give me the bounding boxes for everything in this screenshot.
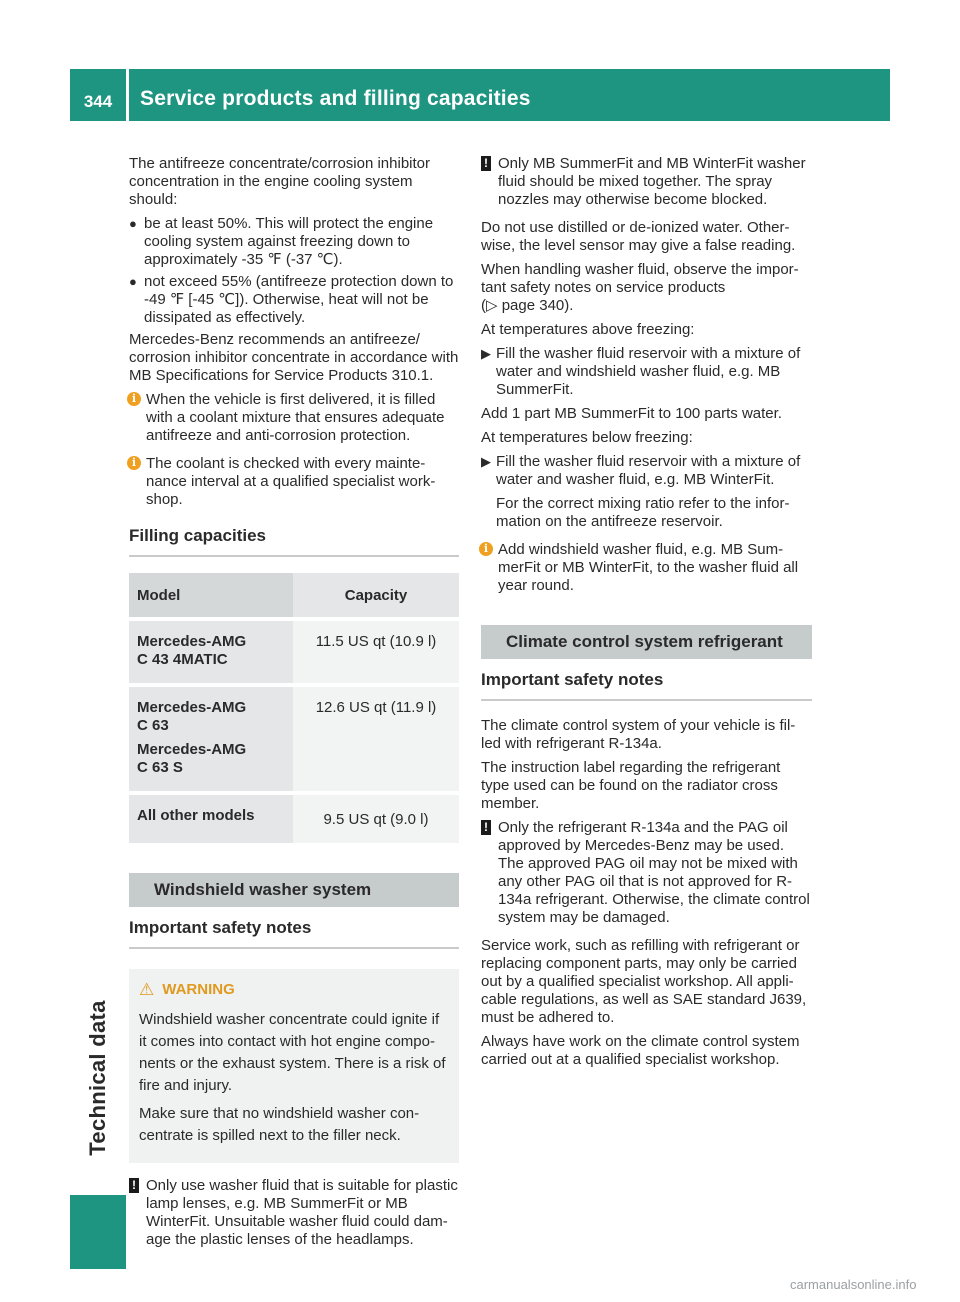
bullet-icon: ● — [129, 274, 137, 289]
capacities-table — [129, 573, 459, 843]
info-note: i Add windshield washer fluid, e.g. MB Sum- merFit or MB WinterFit, to the washer fluid all year round. — [481, 541, 812, 595]
section-side-label: Technical data — [85, 1000, 110, 1156]
info-icon: i — [127, 456, 141, 470]
table-row: Mercedes-AMG C 43 4MATIC 11.5 US qt (10.9 l) — [129, 621, 459, 683]
warning-box: ⚠ WARNING Windshield washer concentrate could ignite if it comes into contact with hot engine compo- nents or the exhaust system. There is a risk of fire and injury. Make sure that no windshield washer con- centrate is spilled next to the filler neck. — [129, 969, 459, 1163]
safety-notes-heading: Important safety notes — [481, 671, 812, 701]
intro-text: The antifreeze concentrate/corrosion inhibitor concentration in the engine cooling system should: — [129, 155, 430, 208]
recommendation-text: Mercedes-Benz recommends an antifreeze/ corrosion inhibitor concentrate in accordance with MB Specifications for Service Products 310.1. — [129, 331, 459, 384]
info-note: i When the vehicle is first delivered, it is filled with a coolant mixture that ensures adequate antifreeze and anti-corrosion protection. — [129, 391, 459, 445]
watermark: carmanualsonline.info — [790, 1277, 917, 1292]
instruction-step: ▶ Fill the washer fluid reservoir with a mixture of water and washer fluid, e.g. MB WinterFit. — [481, 453, 801, 488]
right-column: ! Only MB SummerFit and MB WinterFit washer fluid should be mixed together. The spray nozzles may otherwise become blocked. Do not use distilled or de-ionized water. Other- wise, the level sensor may give a false reading. When handling washer fluid, observe the impor- tant safety notes on service products (▷ page 340). At temperatures above freezing: ▶ Fill the washer fluid reservoir with a mixture of water and windshield washer fluid, e.g. MB SummerFit. Add 1 part MB SummerFit to 100 parts water. At temperatures below freezing: ▶ Fill the washer fluid reservoir with a mixture of water and washer fluid, e.g. MB WinterFit. For the correct mixing ratio refer to the infor- mation on the antifreeze reservoir. i Add windshield washer fluid, e.g. MB Sum- merFit or MB WinterFit, to the washer fluid all year round. Climate control system refrigerant Important safety notes The climate control system of your vehicle is fil- led with refrigerant R-134a. The instruction label regarding the refrigerant type used can be found on the radiator cross member. ! Only the refrigerant R-134a and the PAG oil approved by Mercedes-Benz may be used. The approved PAG oil may not be mixed with any other PAG oil that is not approved for R-134a refrigerant. Otherwise, the climate control system may be damaged. Service work, such as refilling with refrigerant or replacing component parts, may only be carried out by a qualified specialist workshop. All appli- cable regulations, as well as SAE standard J639, must be adhered to. Always have work on the climate control system carried out at a qualified specialist workshop. — [481, 155, 812, 1075]
exclamation-icon: ! — [481, 820, 491, 835]
caution-note: ! Only use washer fluid that is suitable for plastic lamp lenses, e.g. MB SummerFit or MB WinterFit. Unsuitable washer fluid could dam- age the plastic lenses of the headlamps. — [129, 1177, 459, 1249]
caution-note: ! Only the refrigerant R-134a and the PAG oil approved by Mercedes-Benz may be used. The approved PAG oil may not be mixed with any other PAG oil that is not approved for R-134a refrigerant. Otherwise, the climate control system may be damaged. — [481, 819, 812, 927]
info-note: i The coolant is checked with every mainte- nance interval at a qualified specialist work- shop. — [129, 455, 459, 509]
filling-capacities-heading: Filling capacities — [129, 527, 459, 557]
page-number: 344 — [70, 69, 126, 121]
warning-text: Make sure that no windshield washer con- centrate is spilled next to the filler neck. — [139, 1105, 420, 1144]
safety-notes-heading: Important safety notes — [129, 919, 459, 949]
exclamation-icon: ! — [129, 1178, 139, 1193]
list-item: ● not exceed 55% (antifreeze protection down to -49 ℉ [-45 ℃]). Otherwise, heat will not be dissipated as effectively. — [129, 273, 454, 326]
step-arrow-icon: ▶ — [481, 454, 491, 469]
climate-section-bar: Climate control system refrigerant — [481, 625, 812, 659]
info-icon: i — [479, 542, 493, 556]
page-title: Service products and filling capacities — [129, 69, 890, 121]
warning-triangle-icon: ⚠ — [139, 980, 155, 999]
table-header-model: Model — [129, 573, 293, 617]
info-icon: i — [127, 392, 141, 406]
section-side-tab — [70, 1195, 126, 1269]
step-arrow-icon: ▶ — [481, 346, 491, 361]
page-reference-icon: (▷ — [481, 297, 502, 314]
caution-note: ! Only MB SummerFit and MB WinterFit washer fluid should be mixed together. The spray nozzles may otherwise become blocked. — [481, 155, 812, 209]
bullet-icon: ● — [129, 216, 137, 231]
table-row: Mercedes-AMG C 63 Mercedes-AMG C 63 S 12.6 US qt (11.9 l) — [129, 687, 459, 791]
instruction-step: ▶ Fill the washer fluid reservoir with a mixture of water and windshield washer fluid, e.g. MB SummerFit. — [481, 345, 801, 398]
warning-text: Windshield washer concentrate could ignite if it comes into contact with hot engine compo- nents or the exhaust system. There is a risk of fire and injury. — [139, 1011, 446, 1094]
washer-section-bar: Windshield washer system — [129, 873, 459, 907]
exclamation-icon: ! — [481, 156, 491, 171]
table-header-capacity: Capacity — [293, 573, 459, 617]
list-item: ● be at least 50%. This will protect the engine cooling system against freezing down to approximately -35 ℉ (-37 ℃). — [129, 215, 434, 268]
left-column — [129, 155, 459, 1259]
table-row: All other models 9.5 US qt (9.0 l) — [129, 795, 459, 843]
